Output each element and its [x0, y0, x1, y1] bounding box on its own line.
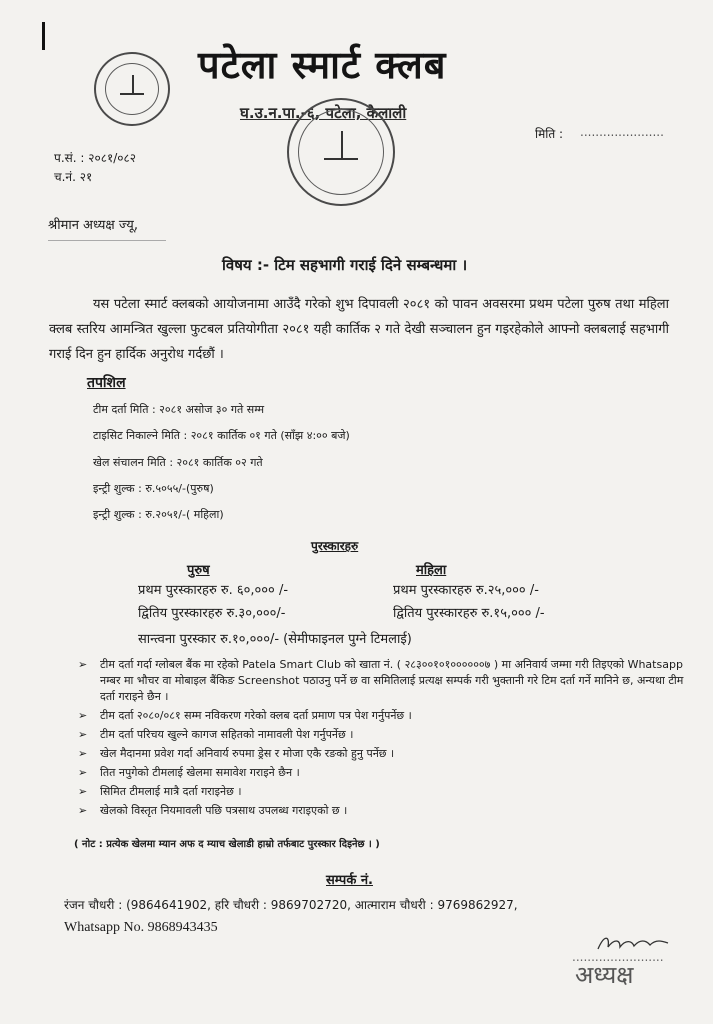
arrow-icon: ➢	[78, 728, 88, 741]
salutation-underline	[48, 240, 166, 241]
signature-line: ........................	[572, 950, 664, 964]
consolation-prize: सान्त्वना पुरस्कार रु.१०,०००/- (सेमीफाइनल पुग्ने टिमलाई)	[138, 632, 412, 647]
arrow-icon: ➢	[78, 709, 88, 722]
detail-entry-fee-women: इन्ट्री शुल्क : रु.२०५१/-( महिला)	[93, 508, 224, 521]
club-seal-left	[94, 52, 170, 126]
men-first-prize: प्रथम पुरस्कारहरु रु. ६०,००० /-	[138, 583, 289, 598]
arrow-icon: ➢	[78, 747, 88, 760]
list-item: ➢ टीम दर्ता परिचय खुल्ने कागज सहितको नामावली पेश गर्नुपर्नेछ ।	[78, 728, 354, 741]
signatory-title: अध्यक्ष	[575, 961, 634, 989]
list-item: ➢ टीम दर्ता २०८०/०८१ सम्म नविकरण गरेको क्लब दर्ता प्रमाण पत्र पेश गर्नुपर्नेछ ।	[78, 709, 412, 722]
details-heading: तपशिल	[87, 375, 126, 391]
arrow-icon: ➢	[78, 658, 88, 671]
date-label: मिति :	[535, 127, 564, 141]
date-blank: ......................	[580, 125, 664, 139]
club-title: पटेला स्मार्ट क्लब	[198, 43, 447, 87]
women-second-prize: द्वितिय पुरस्कारहरु रु.१५,००० /-	[393, 606, 545, 621]
list-item: ➢ सिमित टीमलाई मात्रै दर्ता गराइनेछ ।	[78, 785, 242, 798]
detail-entry-fee-men: इन्ट्री शुल्क : रु.५०५५/-(पुरुष)	[93, 482, 214, 495]
note: ( नोट : प्रत्येक खेलमा म्यान अफ द म्याच खेलाडी हाम्रो तर्फबाट पुरस्कार दिइनेछ । )	[74, 839, 380, 850]
arrow-icon: ➢	[78, 785, 88, 798]
rules-list	[78, 657, 688, 822]
women-first-prize: प्रथम पुरस्कारहरु रु.२५,००० /-	[393, 583, 539, 598]
women-heading: महिला	[416, 563, 447, 578]
subject-line: विषय :- टिम सहभागी गराई दिने सम्बन्धमा ।	[222, 256, 468, 274]
list-item: ➢ खेल मैदानमा प्रवेश गर्दा अनिवार्य रुपमा ड्रेस र मोजा एकै रङको हुनु पर्नेछ ।	[78, 747, 395, 760]
list-item: ➢ टीम दर्ता गर्दा ग्लोबल बैंक मा रहेको Patela Smart Club को खाता नं. ( २८३००१०१००००००७ ) मा अनिवार्य जम्मा गरी तिइएको Whatsapp नम्बर मा भौचर वा मोबाइल बैंकिङ Screenshot पठाउनु पर्ने छ वा समितिलाई प्रत्यक्ष सम्पर्क गरी भुक्तानी गरे टिम दर्ता गर्ने मानिने छ, अन्यथा टीम दर्ता गराइने छैन ।	[78, 658, 684, 703]
contact-heading: सम्पर्क नं.	[326, 873, 373, 888]
arrow-icon: ➢	[78, 804, 88, 817]
detail-tiesheet-date: टाइसिट निकाल्ने मिति : २०८१ कार्तिक ०१ गते (साँझ ४:०० बजे)	[93, 429, 350, 442]
dispatch-number: च.नं. २१	[54, 170, 93, 184]
letter-body: यस पटेला स्मार्ट क्लबको आयोजनामा आउँदै गरेको शुभ दिपावली २०८१ को पावन अवसरमा प्रथम पटेला पुरुष तथा महिला क्लब स्तरिय आमन्त्रित खुल्ला फुटबल प्रतियोगीता २०८१ यही कार्तिक २ गते देखी सञ्चालन हुन गइरहेकोले आफ्नो क्लबलाई सहभागी गराई दिन हुन हार्दिक अनुरोध गर्दछौं ।	[49, 297, 669, 362]
salutation: श्रीमान अध्यक्ष ज्यू,	[48, 218, 138, 233]
corner-mark	[42, 22, 45, 50]
contact-persons: रंजन चौधरी : (9864641902, हरि चौधरी : 9869702720, आत्माराम चौधरी : 9769862927,	[64, 898, 518, 912]
whatsapp-number: Whatsapp No. 9868943435	[64, 920, 218, 935]
rewards-heading: पुरस्कारहरु	[311, 539, 359, 553]
list-item: ➢ खेलको विस्तृत नियमावली पछि पत्रसाथ उपलब्ध गराइएको छ ।	[78, 804, 348, 817]
detail-registration-date: टीम दर्ता मिति : २०८१ असोज ३० गते सम्म	[93, 403, 265, 416]
detail-game-date: खेल संचालन मिति : २०८१ कार्तिक ०२ गते	[93, 456, 263, 469]
club-address: घ.उ.न.पा.-६, पटेला, कैलाली	[240, 104, 407, 122]
arrow-icon: ➢	[78, 766, 88, 779]
men-heading: पुरुष	[187, 563, 210, 578]
men-second-prize: द्वितिय पुरस्कारहरु रु.३०,०००/-	[138, 606, 286, 621]
club-seal-center	[287, 98, 395, 206]
list-item: ➢ तित नपुगेको टीमलाई खेलमा समावेश गराइने छैन ।	[78, 766, 300, 779]
letter-ref-number: प.सं. : २०८१/०८२	[54, 151, 136, 165]
